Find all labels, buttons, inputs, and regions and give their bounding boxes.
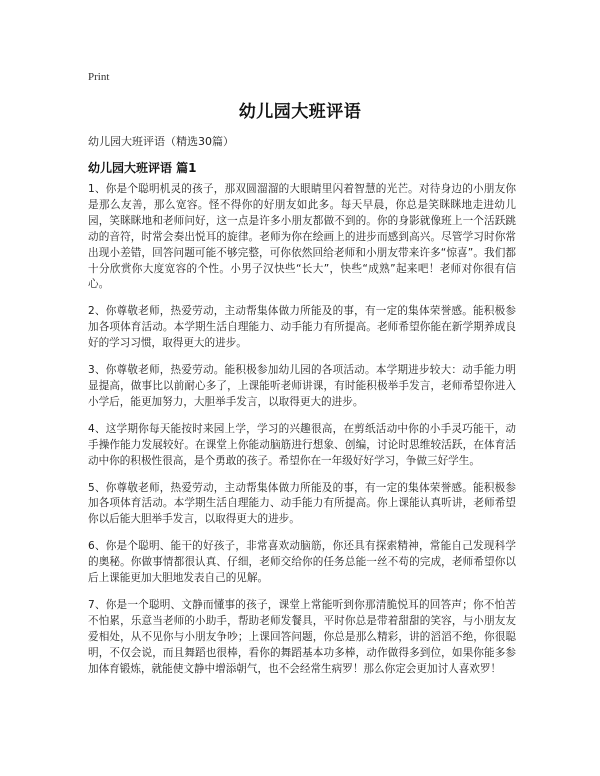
- document-subtitle: 幼儿园大班评语（精选30篇）: [88, 135, 234, 148]
- paragraph-5: 5、你尊敬老师，热爱劳动，主动帮集体做力所能及的事，有一定的集体荣誉感。能积极参加各项体育活动。本学期生活自理能力、动手能力有所提高。你上课能认真听讲，老师希望你以后能大胆举手发言，以取得更大的进步。: [88, 481, 516, 526]
- paragraph-6: 6、你是个聪明、能干的好孩子，非常喜欢动脑筋，你还具有探索精神，常能自己发现科学的奥秘。你做事情都很认真、仔细，老师交给你的任务总能一丝不苟的完成，老师希望你以后上课能更加大胆地发表自己的见解。: [88, 540, 516, 585]
- paragraph-4: 4、这学期你每天能按时来园上学，学习的兴趣很高，在剪纸活动中你的小手灵巧能干，动手操作能力发展较好。在课堂上你能动脑筋进行想象、创编，讨论时思维较活跃，在体育活动中你的积极性很高，是个勇敢的孩子。希望你在一年级好好学习，争做三好学生。: [88, 422, 516, 467]
- paragraph-2: 2、你尊敬老师，热爱劳动，主动帮集体做力所能及的事，有一定的集体荣誉感。能积极参加各项体育活动。本学期生活自理能力、动手能力有所提高。老师希望你能在新学期养成良好的学习习惯，取得更大的进步。: [88, 305, 516, 350]
- section-heading: 幼儿园大班评语 篇1: [88, 161, 197, 175]
- document-body: [88, 182, 516, 688]
- paragraph-7: 7、你是一个聪明、文静而懂事的孩子，课堂上常能听到你那清脆悦耳的回答声；你不怕苦不怕累，乐意当老师的小助手，帮助老师发餐具，平时你总是带着甜甜的笑容，与小朋友友爱相处，从不见你与小朋友争吵；上课回答问题，你总是那么精彩，讲的滔滔不绝，你很聪明，不仅会说，而且舞蹈也很棒，看你的舞蹈基本功多棒，动作做得多到位，如果你能多参加体育锻炼，就能使文静中增添朝气，也不会经常生病罗！那么你定会更加讨人喜欢罗！: [88, 598, 516, 675]
- document-title: 幼儿园大班评语: [238, 102, 362, 122]
- paragraph-1: 1、你是个聪明机灵的孩子，那双圆溜溜的大眼睛里闪着智慧的光芒。对待身边的小朋友你是那么友善，那么宽容。怪不得你的好朋友如此多。每天早晨，你总是笑眯眯地走进幼儿园，笑眯眯地和老师问好，这一点是许多小朋友都做不到的。你的身影就像班上一个活跃跳动的音符，时常会奏出悦耳的旋律。老师为你在绘画上的进步而感到高兴。尽管学习时你常出现小差错，回答问题可能不够完整，可你依然回给老师和小朋友带来许多“惊喜”。我们都十分欣赏你大度宽容的个性。小男子汉快些“长大”，快些“成熟”起来吧！老师对你很有信心。: [88, 183, 516, 291]
- paragraph-3: 3、你尊敬老师，热爱劳动。能积极参加幼儿园的各项活动。本学期进步较大：动手能力明显提高，做事比以前耐心多了，上课能听老师讲课，有时能积极举手发言，老师希望你进入小学后，能更加努力，大胆举手发言，以取得更大的进步。: [88, 364, 516, 408]
- print-label: Print: [88, 71, 110, 83]
